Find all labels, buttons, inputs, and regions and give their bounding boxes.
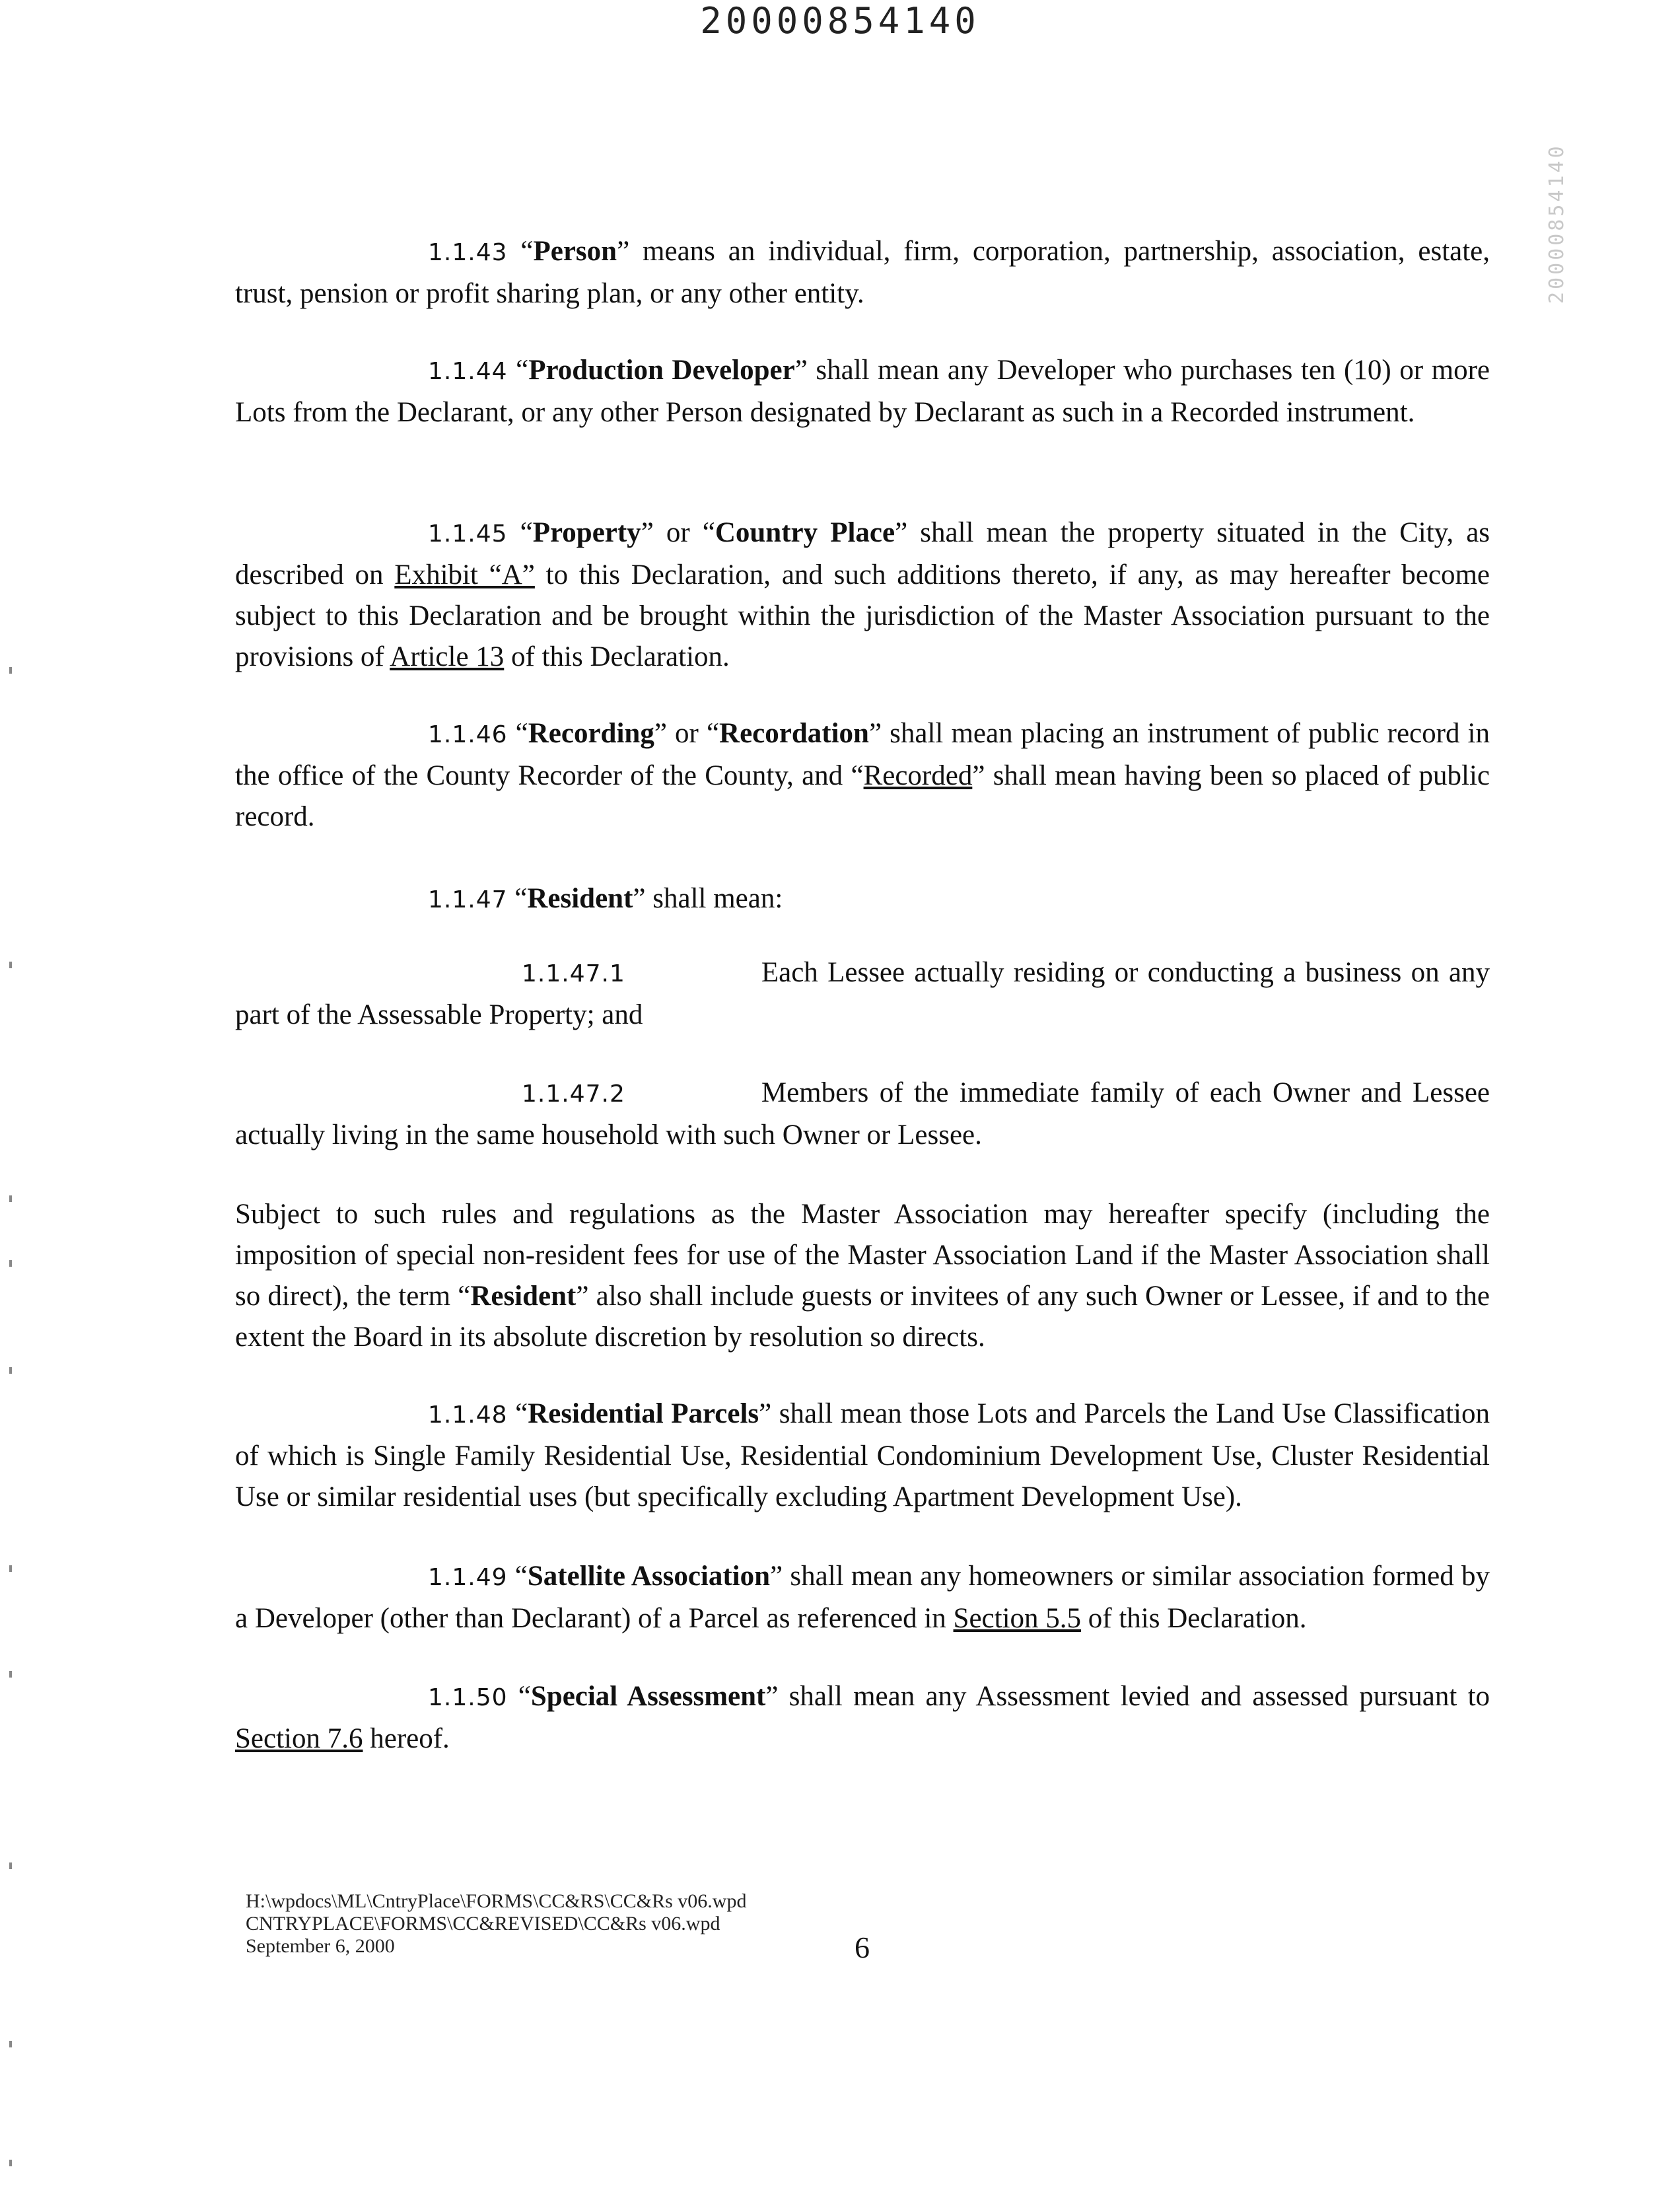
section-number: 1.1.47.2 [522,1081,625,1108]
subdefinition-lessee: 1.1.47.1 Each Lessee actually residing or conducting a business on any part of the Assessable Property; and [235,957,1490,1030]
defined-term: Property [532,517,641,548]
section-number: 1.1.48 [428,1401,508,1429]
definition-residential-parcels: 1.1.48 “Residential Parcels” shall mean those Lots and Parcels the Land Use Classification of which is Single Family Residential Use, Residential Condominium Development Use, Cluster Residential Use or similar residential uses (but specifically excluding Apartment Development Use). [235,1398,1490,1512]
definition-recording: 1.1.46 “Recording” or “Recordation” shall mean placing an instrument of public record in the office of the County Recorder of the County, and “Recorded” shall mean having been so placed of public record. [235,718,1490,832]
footer-path-2: CNTRYPLACE\FORMS\CC&REVISED\CC&Rs v06.wpd [246,1913,720,1934]
section-number: 1.1.47 [428,886,508,913]
defined-term: Satellite Association [527,1561,771,1592]
defined-term: Country Place [715,517,895,548]
defined-term: Person [533,236,617,267]
scan-speck [9,962,12,968]
definition-property: 1.1.45 “Property” or “Country Place” shall mean the property situated in the City, as described on Exhibit “A” to this Declaration, and such additions thereto, if any, as may hereafter become subject to this Declaration and be brought within the jurisdiction of the Master Association pursuant to the provisions of Article 13 of this Declaration. [235,517,1490,672]
side-stamp: 20000854140 [1545,143,1568,304]
defined-term: Recording [528,718,654,749]
scan-speck [9,1195,12,1202]
definition-person: 1.1.43 “Person” means an individual, firm, corporation, partnership, association, estate, trust, pension or profit sharing plan, or any other entity. [235,236,1490,309]
defined-term: Residential Parcels [528,1398,759,1429]
scan-speck [9,1671,12,1678]
scan-speck [9,667,12,674]
definition-production-developer: 1.1.44 “Production Developer” shall mean any Developer who purchases ten (10) or more Lots from the Declarant, or any other Person designated by Declarant as such in a Recorded instrument. [235,355,1490,428]
section-reference: Section 5.5 [953,1603,1082,1634]
definition-resident: 1.1.47 “Resident” shall mean: [428,883,783,914]
defined-term: Special Assessment [530,1681,766,1712]
defined-term: Recordation [719,718,869,749]
section-number: 1.1.47.1 [522,960,625,987]
defined-term: Resident [527,883,633,914]
definition-satellite-association: 1.1.49 “Satellite Association” shall mean any homeowners or similar association formed by a Developer (other than Declarant) of a Parcel as referenced in Section 5.5 of this Declaration. [235,1561,1490,1634]
file-path-footer [246,1890,746,1958]
section-number: 1.1.45 [428,520,508,548]
scan-speck [9,1367,12,1374]
section-reference: Section 7.6 [235,1723,363,1754]
footer-date: September 6, 2000 [246,1935,395,1957]
exhibit-reference: Exhibit “A” [394,559,535,590]
scan-speck [9,2041,12,2047]
defined-term: Resident [470,1281,577,1312]
resident-clarification: Subject to such rules and regulations as the Master Association may hereafter specify (including the imposition of special non-resident fees for use of the Master Association Land if the Master Association shall so direct), the term “Resident” also shall include guests or invitees of any such Owner or Lessee, if and to the extent the Board in its absolute discretion by resolution so directs. [235,1199,1490,1353]
scan-speck [9,1862,12,1869]
definition-special-assessment: 1.1.50 “Special Assessment” shall mean any Assessment levied and assessed pursuant to Section 7.6 hereof. [235,1681,1490,1754]
defined-term: Production Developer [528,355,795,386]
scan-speck [9,1260,12,1267]
recorded-term: Recorded [863,760,973,791]
footer-path-1: H:\wpdocs\ML\CntryPlace\FORMS\CC&RS\CC&Rs v06.wpd [246,1890,747,1912]
section-number: 1.1.43 [428,239,508,266]
subdefinition-family: 1.1.47.2 Members of the immediate family of each Owner and Lessee actually living in the same household with such Owner or Lessee. [235,1077,1490,1151]
section-number: 1.1.46 [428,721,508,748]
section-number: 1.1.49 [428,1564,508,1591]
article-reference: Article 13 [390,641,505,672]
section-number: 1.1.50 [428,1684,508,1711]
page-number: 6 [855,1931,870,1964]
scan-speck [9,2160,12,2166]
scan-speck [9,1565,12,1572]
section-number: 1.1.44 [428,358,508,385]
document-number: 20000854140 [700,0,980,42]
